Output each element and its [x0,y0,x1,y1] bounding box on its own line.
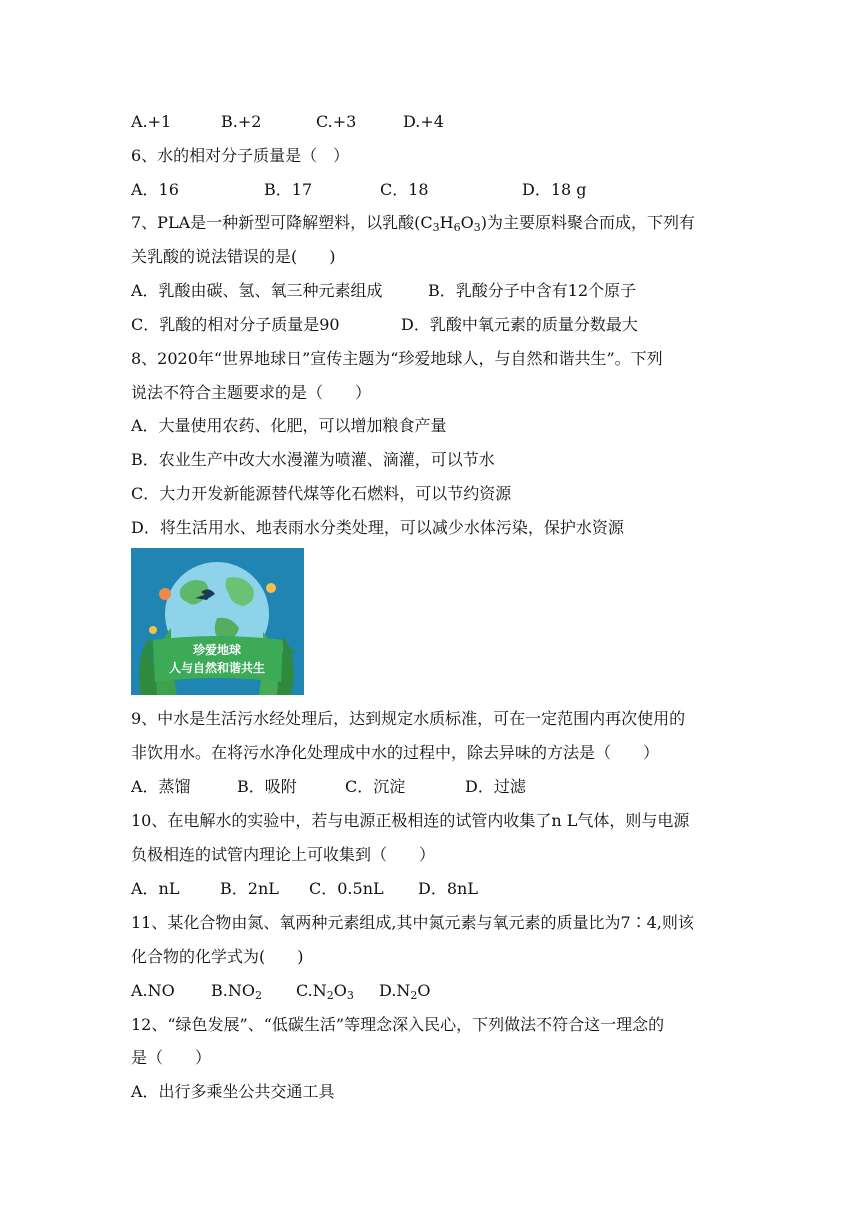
q10-option-b: B．2nL [220,879,279,898]
q8-option-c: C．大力开发新能源替代煤等化石燃料，可以节约资源 [131,484,512,503]
q12-stem-line1: 12、“绿色发展”、“低碳生活”等理念深入民心，下列做法不符合这一理念的 [131,1015,665,1034]
q11-option-c-sub1: 2 [326,989,334,1002]
q10-stem-line1: 10、在电解水的实验中，若与电源正极相连的试管内收集了n L气体，则与电源 [131,811,690,830]
q8-option-a: A．大量使用农药、化肥，可以增加粮食产量 [131,416,447,435]
q7-stem-text-b: )为主要原料聚合而成，下列有 [480,213,695,232]
q7-mid-2: O [460,213,474,232]
q5-option-a: A.+1 [131,112,172,131]
q7-sub-2: 6 [453,221,461,234]
q6-option-a: A．16 [131,180,179,199]
q7-sub-1: 3 [432,221,440,234]
q9-stem-line1: 9、中水是生活污水经处理后，达到规定水质标准，可在一定范围内再次使用的 [131,709,686,728]
q11-option-d-sub: 2 [410,989,418,1002]
q5-option-c: C.+3 [316,112,357,131]
q11-option-c-text: C.N [296,981,327,1000]
q7-stem-text-a: 7、PLA是一种新型可降解塑料，以乳酸(C [131,213,433,232]
q9-stem-line2: 非饮用水。在将污水净化处理成中水的过程中，除去异味的方法是（ ） [131,743,660,762]
q11-stem-line2: 化合物的化学式为( ) [131,947,304,966]
q10-stem-line2: 负极相连的试管内理论上可收集到（ ） [131,845,436,864]
q8-stem-line1: 8、2020年“世界地球日”宣传主题为“珍爱地球人，与自然和谐共生”。下列 [131,349,663,368]
q9-option-c: C．沉淀 [345,777,406,796]
q6-option-c: C．18 [380,180,429,199]
illustration-caption-line2: 人与自然和谐共生 [168,661,266,675]
q7-sub-3: 3 [473,221,481,234]
q8-stem-line2: 说法不符合主题要求的是（ ） [131,383,372,402]
q7-option-c: C．乳酸的相对分子质量是90 [131,315,340,334]
q10-option-a: A．nL [131,879,180,898]
q6-option-d: D．18 g [522,180,587,199]
q9-option-d: D．过滤 [465,777,526,796]
q5-option-d: D.+4 [403,112,444,131]
q7-mid-1: H [439,213,454,232]
q7-option-d: D．乳酸中氧元素的质量分数最大 [401,315,638,334]
q7-stem-line1 [131,213,695,233]
q11-option-b-text: B.NO [211,981,255,1000]
earth-day-graphic [131,548,304,695]
q9-option-a: A．蒸馏 [131,777,191,796]
q11-option-c-sub2: 3 [346,989,354,1002]
q11-option-d-text: D.N [379,981,411,1000]
q9-option-b: B．吸附 [237,777,297,796]
q10-option-c: C．0.5nL [309,879,384,898]
q11-option-c-mid: O [333,981,347,1000]
q8-option-d: D．将生活用水、地表雨水分类处理，可以减少水体污染，保护水资源 [131,518,624,537]
q8-option-b: B．农业生产中改大水漫灌为喷灌、滴灌，可以节水 [131,450,495,469]
earth-day-illustration [131,548,304,695]
q11-stem-line1: 11、某化合物由氮、氧两种元素组成,其中氮元素与氧元素的质量比为7∶4,则该 [131,913,694,932]
q6-stem: 6、水的相对分子质量是（ ） [131,146,350,165]
q11-option-b-sub: 2 [254,989,262,1002]
q11-option-b [211,981,262,1001]
q7-option-a: A．乳酸由碳、氢、氧三种元素组成 [131,281,383,300]
q6-option-b: B．17 [264,180,313,199]
q12-stem-line2: 是（ ） [131,1048,212,1067]
q5-option-b: B.+2 [221,112,262,131]
q11-option-c [296,981,354,1001]
q7-option-b: B．乳酸分子中含有12个原子 [428,281,637,300]
q11-option-a: A.NO [131,981,175,1000]
illustration-caption-line1: 珍爱地球 [192,643,242,657]
q12-option-a: A．出行多乘坐公共交通工具 [131,1082,335,1101]
q7-stem-line2: 关乳酸的说法错误的是( ) [131,247,336,266]
q11-option-d [379,981,430,1001]
q10-option-d: D．8nL [418,879,478,898]
q11-option-d-post: O [417,981,431,1000]
